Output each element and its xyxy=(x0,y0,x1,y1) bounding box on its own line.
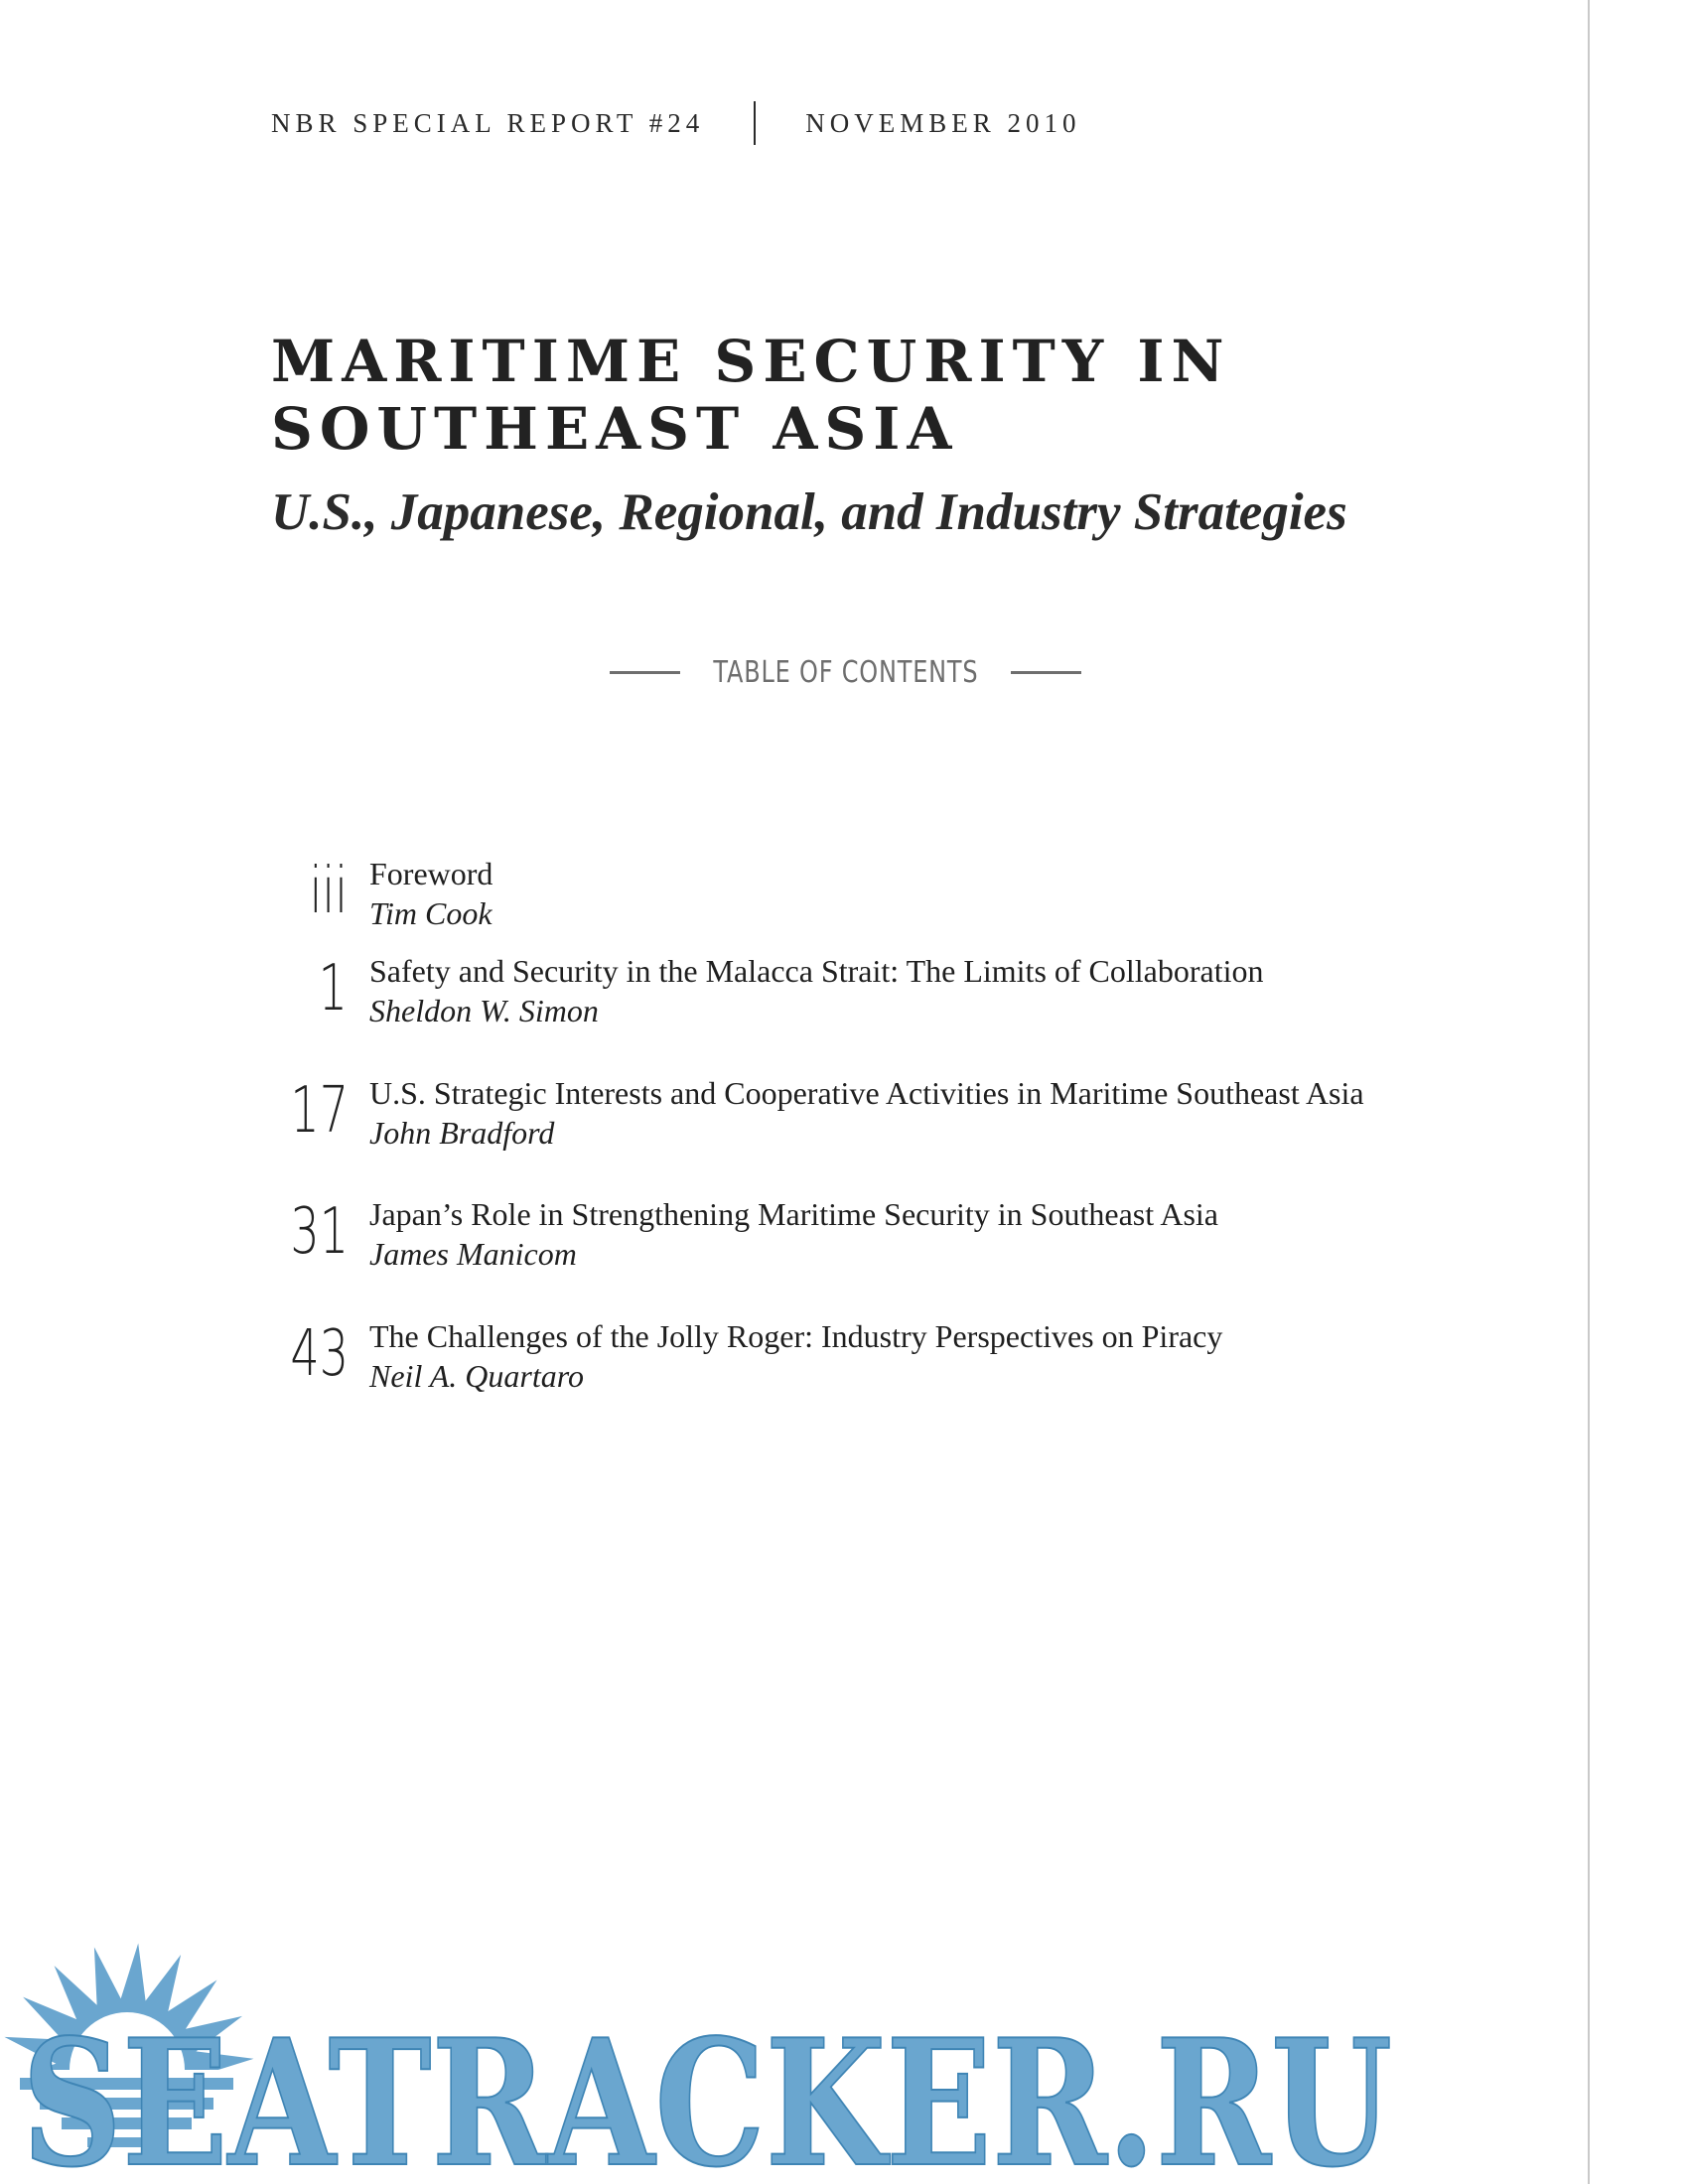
toc-entry-author: James Manicom xyxy=(369,1236,577,1272)
toc-page-number: iii xyxy=(309,855,348,928)
watermark-text: SEATRACKER.RU xyxy=(22,2002,1392,2184)
report-title-line-2: SOUTHEAST ASIA xyxy=(271,395,959,463)
report-series: NBR SPECIAL REPORT #24 xyxy=(271,107,705,138)
report-header xyxy=(271,101,1080,145)
toc-entry-author: Tim Cook xyxy=(369,895,492,931)
report-title-line-1: MARITIME SECURITY IN xyxy=(271,328,1231,395)
report-title xyxy=(271,328,1512,463)
toc-page-number: 31 xyxy=(290,1195,350,1269)
toc-heading-rule-left xyxy=(610,671,680,674)
toc-entry-title: Safety and Security in the Malacca Strait: The Limits of Collaboration xyxy=(369,953,1264,989)
page-margin-rule xyxy=(1588,0,1590,2184)
seatracker-watermark xyxy=(0,1921,1688,2184)
toc-heading-rule-right xyxy=(1011,671,1081,674)
toc-entry-us-strategic-interests[interactable] xyxy=(268,1075,1519,1184)
toc-entry-title: The Challenges of the Jolly Roger: Industry Perspectives on Piracy xyxy=(369,1318,1223,1354)
toc-entry-author: John Bradford xyxy=(369,1115,555,1151)
toc-entry-title: Japan’s Role in Strengthening Maritime Security in Southeast Asia xyxy=(369,1196,1218,1232)
toc-heading-label: TABLE OF CONTENTS xyxy=(712,655,979,690)
toc-page-number: 43 xyxy=(290,1317,350,1391)
toc-entry-jolly-roger[interactable] xyxy=(268,1318,1519,1428)
header-divider xyxy=(754,101,756,145)
toc-heading xyxy=(610,655,1081,690)
toc-entry-title: U.S. Strategic Interests and Cooperative Activities in Maritime Southeast Asia xyxy=(369,1075,1364,1111)
report-subtitle: U.S., Japanese, Regional, and Industry Strategies xyxy=(271,483,1347,541)
toc-entry-author: Neil A. Quartaro xyxy=(369,1358,585,1394)
toc-page-number: 1 xyxy=(318,952,348,1025)
toc-entry-malacca-strait[interactable] xyxy=(268,953,1519,1062)
report-date: NOVEMBER 2010 xyxy=(805,107,1081,138)
toc-entry-author: Sheldon W. Simon xyxy=(369,993,599,1028)
toc-entry-foreword[interactable] xyxy=(268,856,1519,965)
toc-entry-japan-role[interactable] xyxy=(268,1196,1519,1305)
toc-page-number: 17 xyxy=(290,1074,350,1148)
toc-entry-title: Foreword xyxy=(369,856,493,891)
